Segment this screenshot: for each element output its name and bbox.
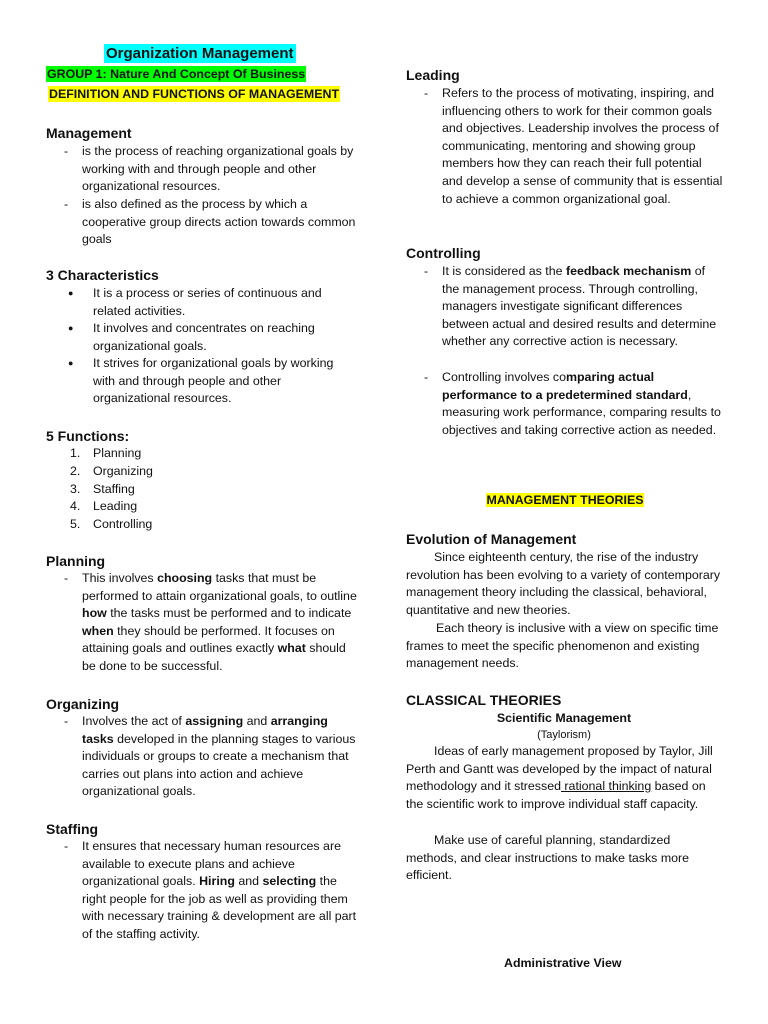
planning-heading: Planning <box>46 553 106 569</box>
administrative-view-heading: Administrative View <box>504 956 622 970</box>
list-item: - It ensures that necessary human resources are available to execute plans and achieve organizational goals. Hiring and selecting the right people for the job as well as providing them with necessary training & development are all part of the staffing activity. <box>64 838 358 944</box>
theories-heading-wrap <box>406 492 724 510</box>
bullet-icon: ● <box>68 288 74 298</box>
characteristics-heading: 3 Characteristics <box>46 267 159 283</box>
evolution-paragraph-1: Since eighteenth century, the rise of the industry revolution has been evolving to a variety of contemporary management theory including the classical, behavioral, quantitative and new theories. <box>406 550 721 617</box>
theories-heading: MANAGEMENT THEORIES <box>486 493 644 507</box>
dash-marker: - <box>64 714 69 728</box>
list-item: - is also defined as the process by which a cooperative group directs action towards common goals <box>64 196 358 249</box>
list-item: 5. Controlling <box>70 517 153 531</box>
dash-marker: - <box>64 839 69 853</box>
list-item: - This involves choosing tasks that must be performed to attain organizational goals, to outline how the tasks must be performed and to indicate when they should be performed. It focuses on attaining goals and outlines exactly what should be done to be successful. <box>64 570 358 676</box>
document-title: Organization Management <box>106 45 294 62</box>
controlling-heading: Controlling <box>406 245 481 261</box>
group-heading: GROUP 1: Nature And Concept Of Business <box>47 67 306 81</box>
taylorism-label: (Taylorism) <box>537 729 591 741</box>
evolution-paragraph-2: Each theory is inclusive with a view on specific time frames to meet the specific phenomenon and existing management needs. <box>406 621 719 671</box>
list-item: - Refers to the process of motivating, inspiring, and influencing others to work for their common goals and objectives. Leadership involves the process of communicating, mentoring and showing group members how they can reach their full potential and develop a sense of community that is essential to achieve a common organizational goal. <box>424 85 724 208</box>
list-item: - Controlling involves comparing actual performance to a predetermined standard, measuring work performance, comparing results to objectives and taking corrective action as needed. <box>424 369 724 439</box>
list-item: 3. Staffing <box>70 482 135 496</box>
bullet-icon: ● <box>68 358 74 368</box>
list-item: 4. Leading <box>70 499 138 513</box>
list-item: - It is considered as the feedback mechanism of the management process. Through controlling, managers investigate significant differences between actual and desired results and determine whether any corrective action is necessary. <box>424 263 724 351</box>
dash-marker: - <box>64 144 69 158</box>
classical-paragraph-2: Make use of careful planning, standardized methods, and clear instructions to make tasks more efficient. <box>406 833 690 883</box>
staffing-heading: Staffing <box>46 821 99 837</box>
organizing-heading: Organizing <box>46 696 120 712</box>
dash-marker: - <box>424 264 429 278</box>
management-heading: Management <box>46 125 132 141</box>
section-subtitle: DEFINITION AND FUNCTIONS OF MANAGEMENT <box>49 87 340 101</box>
list-item: ● It strives for organizational goals by working with and through people and other organizational resources. <box>68 355 358 408</box>
scientific-management-title: Scientific Management <box>496 711 632 725</box>
classical-paragraph-1: Ideas of early management proposed by Taylor, Jill Perth and Gantt was developed by the impact of natural methodology and it stressed rational thinking based on the scientific work to improve individual staff capacity. <box>406 744 713 811</box>
functions-heading: 5 Functions: <box>46 428 130 444</box>
dash-marker: - <box>424 86 429 100</box>
evolution-heading: Evolution of Management <box>406 531 577 547</box>
list-item: - Involves the act of assigning and arranging tasks developed in the planning stages to various individuals or groups to create a mechanism that carries out plans into action and achieve organizational goals. <box>64 713 358 801</box>
dash-marker: - <box>64 571 69 585</box>
list-item: 2. Organizing <box>70 464 153 478</box>
dash-marker: - <box>64 197 69 211</box>
classical-heading: CLASSICAL THEORIES <box>406 692 562 708</box>
leading-heading: Leading <box>406 67 460 83</box>
list-item: 1. Planning <box>70 446 142 460</box>
list-item: ● It is a process or series of continuous and related activities. <box>68 285 358 320</box>
list-item: ● It involves and concentrates on reaching organizational goals. <box>68 320 358 355</box>
list-item: - is the process of reaching organizational goals by working with and through people and other organizational resources. <box>64 143 358 196</box>
dash-marker: - <box>424 370 429 384</box>
bullet-icon: ● <box>68 323 74 333</box>
